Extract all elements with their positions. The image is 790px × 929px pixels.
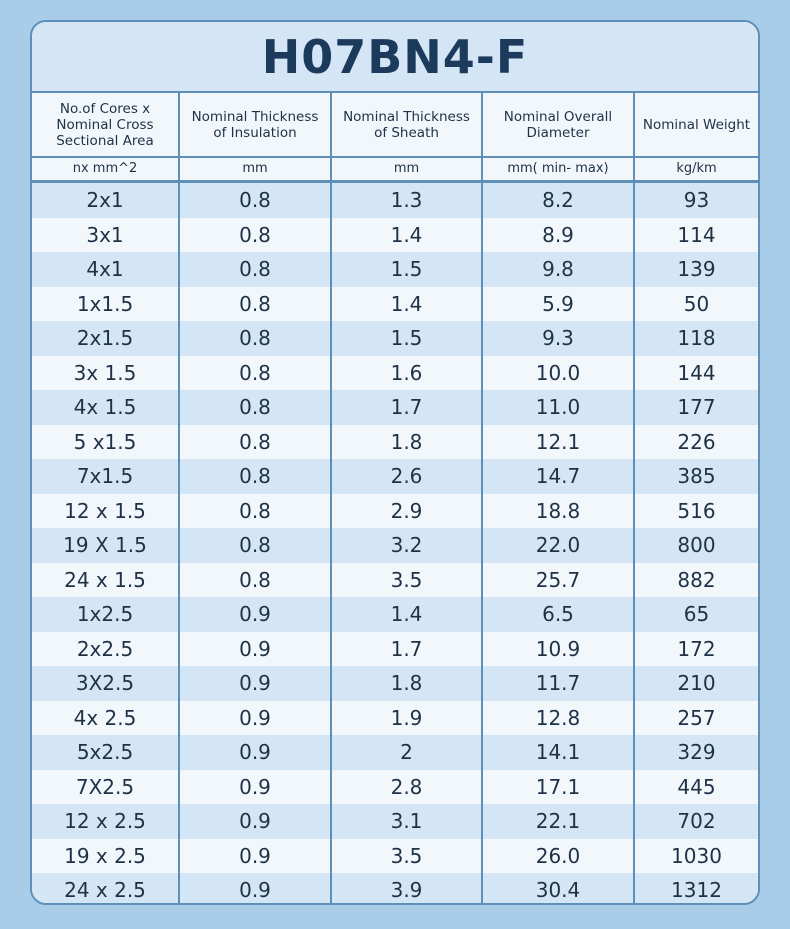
cell-overall-diameter: 12.8 [482, 701, 634, 736]
cell-cores-area: 12 x 1.5 [32, 494, 179, 529]
cell-sheath-thickness: 2.9 [331, 494, 482, 529]
cell-insulation-thickness: 0.8 [179, 356, 331, 391]
cell-weight: 226 [634, 425, 758, 460]
cell-insulation-thickness: 0.8 [179, 425, 331, 460]
cell-insulation-thickness: 0.8 [179, 252, 331, 287]
cell-sheath-thickness: 2.8 [331, 770, 482, 805]
cell-sheath-thickness: 2 [331, 735, 482, 770]
cell-insulation-thickness: 0.8 [179, 182, 331, 218]
cell-overall-diameter: 14.7 [482, 459, 634, 494]
cell-overall-diameter: 18.8 [482, 494, 634, 529]
cell-cores-area: 2x1 [32, 182, 179, 218]
cell-overall-diameter: 30.4 [482, 873, 634, 905]
cell-weight: 172 [634, 632, 758, 667]
cell-cores-area: 5x2.5 [32, 735, 179, 770]
cell-weight: 385 [634, 459, 758, 494]
spec-table [32, 93, 758, 905]
cell-insulation-thickness: 0.9 [179, 701, 331, 736]
cell-insulation-thickness: 0.9 [179, 632, 331, 667]
cell-cores-area: 1x2.5 [32, 597, 179, 632]
cell-sheath-thickness: 3.9 [331, 873, 482, 905]
cell-overall-diameter: 26.0 [482, 839, 634, 874]
cell-weight: 139 [634, 252, 758, 287]
cell-insulation-thickness: 0.8 [179, 390, 331, 425]
header-row [32, 93, 758, 157]
cell-sheath-thickness: 1.9 [331, 701, 482, 736]
cell-overall-diameter: 10.0 [482, 356, 634, 391]
cell-cores-area: 19 x 2.5 [32, 839, 179, 874]
cell-cores-area: 24 x 1.5 [32, 563, 179, 598]
cell-sheath-thickness: 1.4 [331, 218, 482, 253]
cell-overall-diameter: 8.9 [482, 218, 634, 253]
cell-cores-area: 3X2.5 [32, 666, 179, 701]
cell-sheath-thickness: 3.2 [331, 528, 482, 563]
cell-sheath-thickness: 1.3 [331, 182, 482, 218]
cell-sheath-thickness: 2.6 [331, 459, 482, 494]
cell-cores-area: 1x1.5 [32, 287, 179, 322]
cell-insulation-thickness: 0.9 [179, 735, 331, 770]
cell-overall-diameter: 17.1 [482, 770, 634, 805]
table-body [32, 182, 758, 906]
cell-cores-area: 2x1.5 [32, 321, 179, 356]
cell-cores-area: 3x 1.5 [32, 356, 179, 391]
cell-insulation-thickness: 0.8 [179, 459, 331, 494]
cell-weight: 144 [634, 356, 758, 391]
cell-sheath-thickness: 1.8 [331, 425, 482, 460]
table-row [32, 597, 758, 632]
cell-overall-diameter: 22.1 [482, 804, 634, 839]
cell-sheath-thickness: 3.1 [331, 804, 482, 839]
units-row [32, 157, 758, 182]
table-row [32, 252, 758, 287]
table-row [32, 804, 758, 839]
cell-insulation-thickness: 0.8 [179, 287, 331, 322]
cell-cores-area: 7X2.5 [32, 770, 179, 805]
cell-insulation-thickness: 0.8 [179, 563, 331, 598]
cell-weight: 50 [634, 287, 758, 322]
cell-insulation-thickness: 0.9 [179, 873, 331, 905]
cell-weight: 882 [634, 563, 758, 598]
cell-overall-diameter: 22.0 [482, 528, 634, 563]
table-row [32, 218, 758, 253]
table-row [32, 770, 758, 805]
table-row [32, 563, 758, 598]
spec-table-card [30, 20, 760, 905]
cell-weight: 1312 [634, 873, 758, 905]
cell-insulation-thickness: 0.9 [179, 666, 331, 701]
cell-cores-area: 4x 1.5 [32, 390, 179, 425]
table-row [32, 528, 758, 563]
cell-sheath-thickness: 1.5 [331, 252, 482, 287]
unit-overall-diameter: mm( min- max) [482, 157, 634, 182]
page-title: H07BN4-F [261, 29, 529, 84]
cell-weight: 800 [634, 528, 758, 563]
table-row [32, 494, 758, 529]
unit-insulation-thickness: mm [179, 157, 331, 182]
cell-cores-area: 2x2.5 [32, 632, 179, 667]
table-row [32, 632, 758, 667]
table-row [32, 701, 758, 736]
header-weight: Nominal Weight [634, 93, 758, 157]
cell-insulation-thickness: 0.8 [179, 321, 331, 356]
cell-sheath-thickness: 1.5 [331, 321, 482, 356]
cell-overall-diameter: 25.7 [482, 563, 634, 598]
cell-sheath-thickness: 1.8 [331, 666, 482, 701]
cell-cores-area: 19 X 1.5 [32, 528, 179, 563]
table-row [32, 287, 758, 322]
header-insulation-thickness: Nominal Thickness of Insulation [179, 93, 331, 157]
table-row [32, 356, 758, 391]
unit-cores-area: nx mm^2 [32, 157, 179, 182]
cell-cores-area: 4x1 [32, 252, 179, 287]
cell-overall-diameter: 6.5 [482, 597, 634, 632]
cell-cores-area: 24 x 2.5 [32, 873, 179, 905]
cell-sheath-thickness: 1.4 [331, 597, 482, 632]
cell-sheath-thickness: 1.7 [331, 390, 482, 425]
table-row [32, 321, 758, 356]
cell-sheath-thickness: 3.5 [331, 839, 482, 874]
header-overall-diameter: Nominal Overall Diameter [482, 93, 634, 157]
cell-cores-area: 7x1.5 [32, 459, 179, 494]
table-row [32, 666, 758, 701]
table-row [32, 839, 758, 874]
table-row [32, 873, 758, 905]
cell-sheath-thickness: 1.7 [331, 632, 482, 667]
cell-overall-diameter: 11.0 [482, 390, 634, 425]
cell-insulation-thickness: 0.8 [179, 218, 331, 253]
cell-cores-area: 12 x 2.5 [32, 804, 179, 839]
cell-overall-diameter: 12.1 [482, 425, 634, 460]
cell-overall-diameter: 14.1 [482, 735, 634, 770]
cell-weight: 210 [634, 666, 758, 701]
cell-insulation-thickness: 0.8 [179, 528, 331, 563]
unit-weight: kg/km [634, 157, 758, 182]
cell-overall-diameter: 8.2 [482, 182, 634, 218]
table-row [32, 182, 758, 218]
cell-overall-diameter: 5.9 [482, 287, 634, 322]
cell-weight: 118 [634, 321, 758, 356]
cell-weight: 177 [634, 390, 758, 425]
cell-insulation-thickness: 0.9 [179, 597, 331, 632]
title-bar [32, 22, 758, 93]
cell-sheath-thickness: 1.6 [331, 356, 482, 391]
cell-sheath-thickness: 3.5 [331, 563, 482, 598]
header-cores-area: No.of Cores x Nominal Cross Sectional Area [32, 93, 179, 157]
cell-insulation-thickness: 0.8 [179, 494, 331, 529]
table-row [32, 459, 758, 494]
cell-weight: 65 [634, 597, 758, 632]
cell-overall-diameter: 9.3 [482, 321, 634, 356]
cell-overall-diameter: 9.8 [482, 252, 634, 287]
table-row [32, 735, 758, 770]
table-row [32, 425, 758, 460]
cell-weight: 445 [634, 770, 758, 805]
table-row [32, 390, 758, 425]
cell-weight: 702 [634, 804, 758, 839]
cell-cores-area: 3x1 [32, 218, 179, 253]
cell-weight: 329 [634, 735, 758, 770]
cell-weight: 93 [634, 182, 758, 218]
cell-weight: 516 [634, 494, 758, 529]
cell-weight: 257 [634, 701, 758, 736]
unit-sheath-thickness: mm [331, 157, 482, 182]
header-sheath-thickness: Nominal Thickness of Sheath [331, 93, 482, 157]
cell-weight: 1030 [634, 839, 758, 874]
cell-cores-area: 5 x1.5 [32, 425, 179, 460]
cell-overall-diameter: 10.9 [482, 632, 634, 667]
cell-cores-area: 4x 2.5 [32, 701, 179, 736]
cell-insulation-thickness: 0.9 [179, 770, 331, 805]
cell-overall-diameter: 11.7 [482, 666, 634, 701]
cell-insulation-thickness: 0.9 [179, 839, 331, 874]
cell-weight: 114 [634, 218, 758, 253]
cell-sheath-thickness: 1.4 [331, 287, 482, 322]
cell-insulation-thickness: 0.9 [179, 804, 331, 839]
